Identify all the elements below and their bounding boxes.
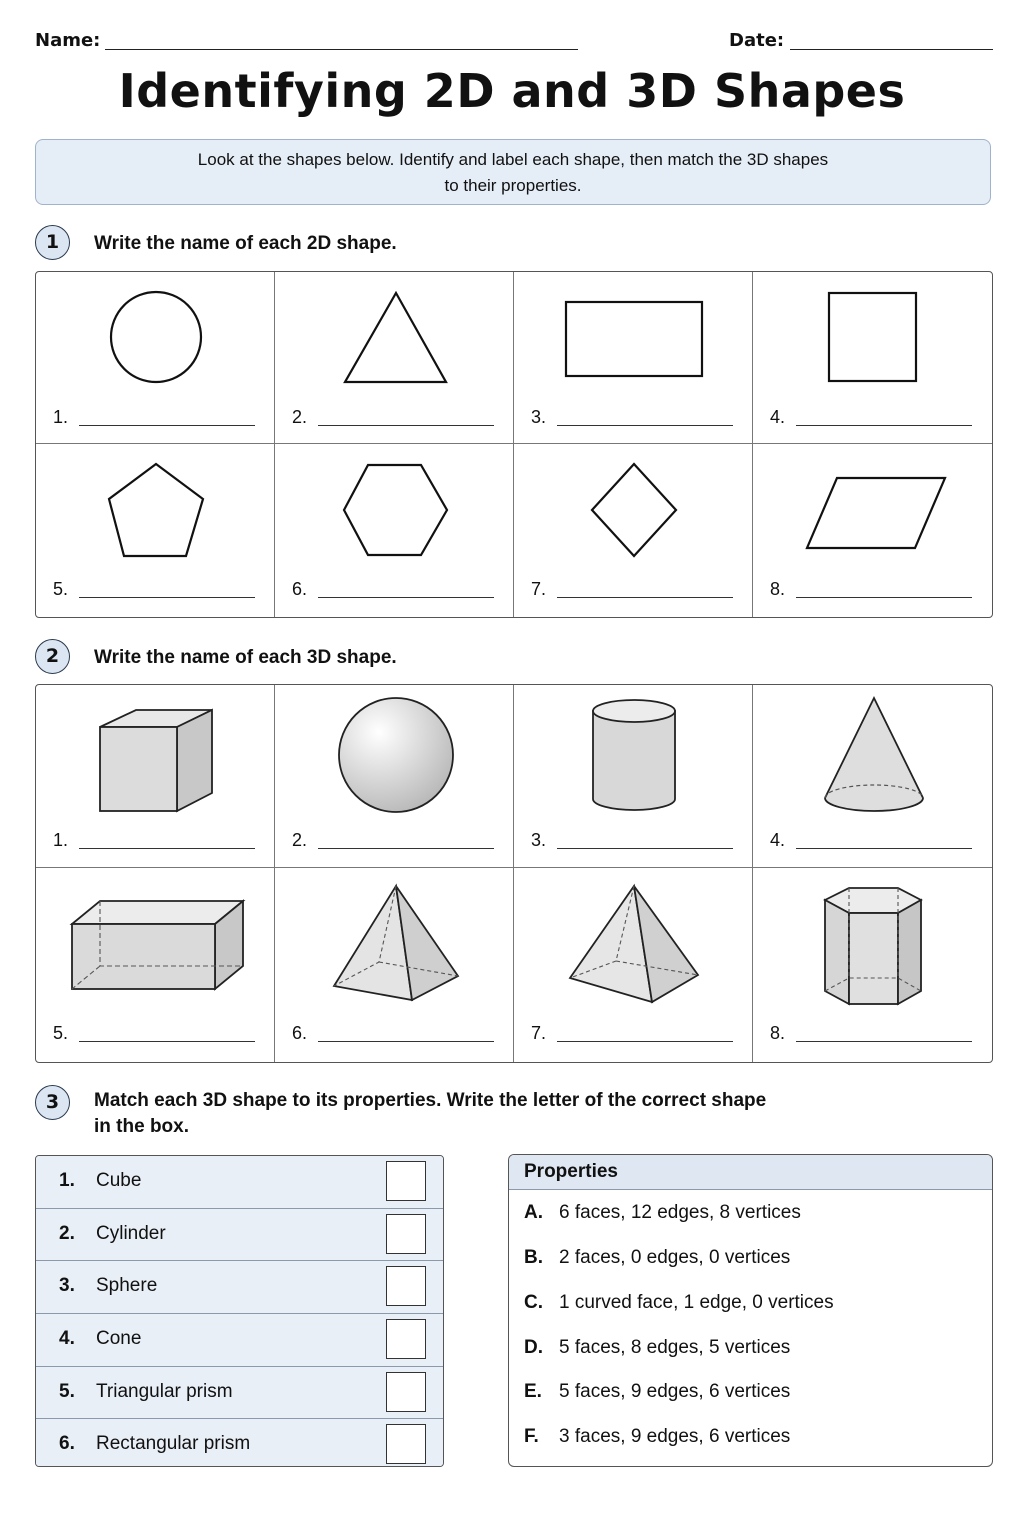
properties-panel	[508, 1154, 993, 1467]
answer-line[interactable]	[796, 425, 972, 426]
property-item	[524, 1381, 790, 1403]
hexagonal-prism-icon	[753, 868, 992, 1062]
property-item	[524, 1247, 790, 1269]
cube-icon	[36, 685, 275, 868]
shape-match-list	[35, 1155, 444, 1467]
parallelogram-icon	[753, 444, 992, 619]
property-letter: A.	[524, 1202, 543, 1223]
answer-line[interactable]	[557, 1041, 733, 1042]
student-info-row	[35, 28, 993, 54]
match-row	[36, 1314, 443, 1367]
answer-number: 3.	[531, 830, 547, 850]
answer-line[interactable]	[79, 848, 255, 849]
shape-2d-cell	[275, 444, 514, 617]
property-text: 5 faces, 9 edges, 6 vertices	[559, 1381, 791, 1402]
property-text: 3 faces, 9 edges, 6 vertices	[559, 1426, 791, 1447]
answer-number: 2.	[292, 407, 308, 427]
match-row	[36, 1156, 443, 1209]
rectangular-prism-icon	[36, 868, 275, 1062]
cone-icon	[753, 685, 992, 868]
name-field[interactable]	[105, 49, 578, 50]
answer-line[interactable]	[79, 597, 255, 598]
shape-3d-cell	[514, 685, 753, 868]
section-number-2: 2	[35, 639, 70, 674]
match-number: 4.	[59, 1328, 75, 1350]
shapes-2d-grid	[35, 271, 993, 618]
section-number-1: 1	[35, 225, 70, 260]
square-icon	[753, 272, 992, 444]
answer-line[interactable]	[79, 1041, 255, 1042]
shape-3d-cell	[275, 685, 514, 868]
answer-line[interactable]	[318, 848, 494, 849]
shapes-3d-grid	[35, 684, 993, 1063]
match-row	[36, 1209, 443, 1262]
rectangle-icon	[514, 272, 753, 444]
name-label: Name:	[35, 30, 101, 51]
property-item	[524, 1337, 790, 1359]
property-text: 6 faces, 12 edges, 8 vertices	[559, 1202, 801, 1223]
sphere-icon	[275, 685, 514, 868]
square-pyramid-icon	[275, 868, 514, 1062]
answer-number: 7.	[531, 579, 547, 599]
answer-number: 4.	[770, 407, 786, 427]
match-number: 3.	[59, 1275, 75, 1297]
section-number-3: 3	[35, 1085, 70, 1120]
shape-3d-cell	[753, 868, 992, 1062]
answer-number: 6.	[292, 579, 308, 599]
match-shape-name: Cylinder	[96, 1222, 166, 1244]
property-letter: D.	[524, 1337, 543, 1358]
answer-number: 1.	[53, 830, 69, 850]
property-item	[524, 1426, 790, 1448]
match-shape-name: Cone	[96, 1328, 142, 1350]
answer-number: 4.	[770, 830, 786, 850]
shape-2d-cell	[514, 444, 753, 617]
circle-icon	[36, 272, 275, 444]
answer-box[interactable]	[386, 1319, 426, 1359]
section-3-question-line-2: in the box.	[94, 1116, 189, 1137]
answer-line[interactable]	[318, 597, 494, 598]
match-number: 6.	[59, 1433, 75, 1455]
answer-line[interactable]	[557, 425, 733, 426]
match-shape-name: Cube	[96, 1170, 142, 1191]
property-text: 1 curved face, 1 edge, 0 vertices	[559, 1292, 834, 1313]
section-1-question: Write the name of each 2D shape.	[94, 233, 397, 254]
answer-box[interactable]	[386, 1214, 426, 1254]
date-label: Date:	[729, 30, 785, 51]
cylinder-icon	[514, 685, 753, 868]
property-letter: F.	[524, 1426, 539, 1447]
property-text: 5 faces, 8 edges, 5 vertices	[559, 1337, 791, 1358]
shape-3d-cell	[753, 685, 992, 868]
answer-number: 8.	[770, 579, 786, 599]
answer-line[interactable]	[557, 597, 733, 598]
pyramid-icon	[514, 868, 753, 1062]
match-row	[36, 1367, 443, 1420]
answer-number: 1.	[53, 407, 69, 427]
instructions-line-2: to their properties.	[444, 176, 582, 195]
answer-box[interactable]	[386, 1266, 426, 1306]
shape-2d-cell	[753, 444, 992, 617]
section-2-question: Write the name of each 3D shape.	[94, 647, 397, 668]
answer-line[interactable]	[79, 425, 255, 426]
section-3-question-line-1: Match each 3D shape to its properties. Write the letter of the correct shape	[94, 1090, 767, 1111]
shape-2d-cell	[36, 444, 275, 617]
shape-3d-cell	[275, 868, 514, 1062]
answer-line[interactable]	[557, 848, 733, 849]
answer-line[interactable]	[796, 848, 972, 849]
answer-number: 8.	[770, 1023, 786, 1043]
answer-number: 2.	[292, 830, 308, 850]
answer-box[interactable]	[386, 1424, 426, 1464]
match-row	[36, 1261, 443, 1314]
property-text: 2 faces, 0 edges, 0 vertices	[559, 1247, 791, 1268]
section-3-question	[94, 1088, 766, 1140]
property-letter: B.	[524, 1247, 543, 1268]
match-shape-name: Triangular prism	[96, 1380, 233, 1402]
property-item	[524, 1202, 801, 1224]
shape-3d-cell	[36, 685, 275, 868]
shape-2d-cell	[36, 272, 275, 444]
date-field[interactable]	[790, 49, 993, 50]
triangle-icon	[275, 272, 514, 444]
answer-number: 6.	[292, 1023, 308, 1043]
match-number: 5.	[59, 1380, 75, 1402]
answer-box[interactable]	[386, 1161, 426, 1201]
answer-line[interactable]	[796, 1041, 972, 1042]
answer-line[interactable]	[318, 425, 494, 426]
hexagon-icon	[275, 444, 514, 619]
page-title: Identifying 2D and 3D Shapes	[118, 64, 906, 118]
shape-2d-cell	[514, 272, 753, 444]
shape-3d-cell	[514, 868, 753, 1062]
match-shape-name: Rectangular prism	[96, 1433, 251, 1455]
answer-number: 5.	[53, 1023, 69, 1043]
shape-3d-cell	[36, 868, 275, 1062]
property-letter: C.	[524, 1292, 543, 1313]
instructions-panel	[35, 139, 991, 205]
answer-line[interactable]	[318, 1041, 494, 1042]
answer-line[interactable]	[796, 597, 972, 598]
pentagon-icon	[36, 444, 275, 619]
answer-number: 3.	[531, 407, 547, 427]
match-number: 2.	[59, 1222, 75, 1244]
shape-2d-cell	[753, 272, 992, 444]
answer-number: 5.	[53, 579, 69, 599]
shape-2d-cell	[275, 272, 514, 444]
property-item	[524, 1292, 834, 1314]
match-shape-name: Sphere	[96, 1275, 158, 1297]
properties-title: Properties	[509, 1155, 992, 1190]
answer-number: 7.	[531, 1023, 547, 1043]
match-row	[36, 1419, 443, 1467]
rhombus-icon	[514, 444, 753, 619]
answer-box[interactable]	[386, 1372, 426, 1412]
property-letter: E.	[524, 1381, 542, 1402]
instructions-line-1: Look at the shapes below. Identify and label each shape, then match the 3D shapes	[197, 150, 829, 169]
match-number: 1.	[59, 1170, 75, 1191]
